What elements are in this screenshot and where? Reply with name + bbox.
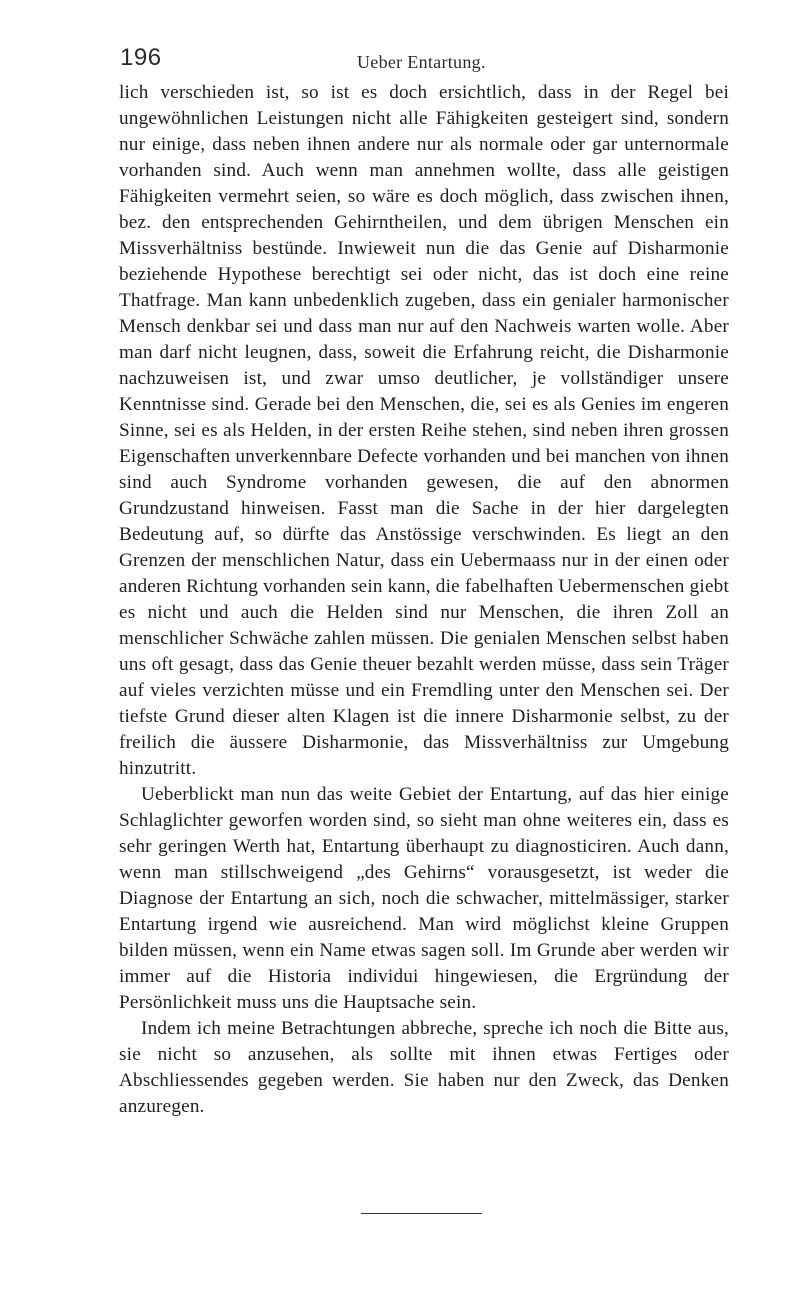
paragraph-closing: Indem ich meine Betrachtungen abbreche, spreche ich noch die Bitte aus, sie nicht so anzusehen, als sollte mit ihnen etwas Fertiges oder Abschliessendes gegeben werden. Sie haben nur den Zweck, das Denken anzuregen. — [119, 1018, 729, 1117]
end-rule — [361, 1213, 482, 1214]
running-head: Ueber Entartung. — [357, 52, 486, 72]
paragraph-continued: lich verschieden ist, so ist es doch ersichtlich, dass in der Regel bei ungewöhnlichen Leistungen nicht alle Fähigkeiten gesteigert sind, sondern nur einige, dass neben ihnen andere nur als normale oder gar unternormale vorhanden sind. Auch wenn man annehmen wollte, dass alle geistigen Fähigkeiten vermehrt seien, so wäre es doch möglich, dass zwischen ihnen, bez. den entsprechenden Gehirntheilen, und dem übrigen Menschen ein Missverhältniss bestünde. Inwieweit nun die das Genie auf Disharmonie beziehende Hypothese berechtigt sei oder nicht, das ist doch eine reine Thatfrage. Man kann unbedenklich zugeben, dass ein genialer harmonischer Mensch denkbar sei und dass man nur auf den Nachweis warten wolle. Aber man darf nicht leugnen, dass, soweit die Erfahrung reicht, die Disharmonie nachzuweisen ist, und zwar umso deutlicher, je vollständiger unsere Kenntnisse sind. Gerade bei den Menschen, die, sei es als Genies im engeren Sinne, sei es als Helden, in der ersten Reihe stehen, sind neben ihren grossen Eigenschaften unverkennbare Defecte vorhanden und bei manchen von ihnen sind auch Syndrome vorhanden gewesen, die auf den abnormen Grundzustand hinweisen. Fasst man die Sache in der hier dargelegten Bedeutung auf, so dürfte das Anstössige verschwinden. Es liegt an den Grenzen der menschlichen Natur, dass ein Uebermaass nur in der einen oder anderen Richtung vorhanden sein kann, die fabelhaften Uebermenschen giebt es nicht und auch die Helden sind nur Menschen, die ihren Zoll an menschlicher Schwäche zahlen müssen. Die genialen Menschen selbst haben uns oft gesagt, dass das Genie theuer bezahlt werden müsse, dass sein Träger auf vieles verzichten müsse und ein Fremdling unter den Menschen sei. Der tiefste Grund dieser alten Klagen ist die innere Disharmonie selbst, zu der freilich die äussere Disharmonie, das Missverhältniss zur Umgebung hinzutritt. — [119, 82, 729, 779]
paragraph-overview: Ueberblickt man nun das weite Gebiet der Entartung, auf das hier einige Schlaglichter geworfen worden sind, so sieht man ohne weiteres ein, dass es sehr geringen Werth hat, Entartung überhaupt zu diagnosticiren. Auch dann, wenn man stillschweigend „des Gehirns“ vorausgesetzt, ist weder die Diagnose der Entartung an sich, noch die schwacher, mittelmässiger, starker Entartung irgend wie ausreichend. Man wird möglichst kleine Gruppen bilden müssen, wenn ein Name etwas sagen soll. Im Grunde aber werden wir immer auf die Historia individui hingewiesen, die Ergründung der Persönlichkeit muss uns die Hauptsache sein. — [119, 784, 729, 1013]
page-number: 196 — [120, 44, 162, 71]
body-text — [119, 80, 729, 1120]
